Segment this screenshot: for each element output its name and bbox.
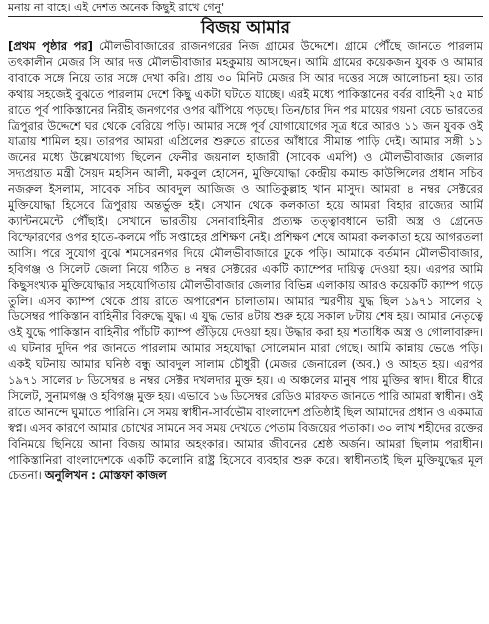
article-body <box>8 39 483 619</box>
continuation-marker: [প্রথম পৃষ্ঠার পর] <box>8 39 93 53</box>
byline-name: মোস্তফা কাজল <box>98 468 167 483</box>
article-body-text: মৌলভীবাজারের রাজনগরের নিজ গ্রামের উদ্দেশে। গ্রামে পৌঁছে জানতে পারলাম তৎকালীন মেজর সি আর দত্ত মৌলভীবাজার মহকুমায় আসছেন। আমি গ্রামের কয়েকজন যুবক ও আমার বাবাকে সঙ্গে নিয়ে তার সঙ্গে দেখা করি। প্রায় ৩০ মিনিট মেজর সি আর দত্তের সঙ্গে আলোচনা হয়। তার কথায় সহজেই বুঝতে পারলাম দেশে কিছু একটা ঘটতে যাচ্ছে। এরই মধ্যে পাকিস্তানের বর্বর বাহিনী ২৫ মার্চ রাতে পূর্ব পাকিস্তানের নিরীহ জনগণের ওপর ঝাঁপিয়ে পড়ছে। তিন/চার দিন পর মায়ের গয়না বেচে ভারতের ত্রিপুরার উদ্দেশে ঘর থেকে বেরিয়ে পড়ি। আমার সঙ্গে পূর্ব যোগাযোগের সূত্র ধরে আরও ১১ জন যুবক ওই যাত্রায় শামিল হয়। তারপর আমরা এপ্রিলের শুরুতে রাতের আঁধারে সীমান্ত পাড়ি দেই। আমার সঙ্গী ১১ জনের মধ্যে উল্লেখযোগ্য ছিলেন ফেনীর জয়নাল হাজারী (সাবেক এমপি) ও মৌলভীবাজার জেলার সদ্যপ্রয়াত মন্ত্রী সৈয়দ মহসিন আলী, মকবুল হোসেন, মুক্তিযোদ্ধা কেন্দ্রীয় কমান্ড কাউন্সিলের প্রধান সচিব নজরুল ইসলাম, সাবেক সচিব আবদুল আজিজ ও আতিকুল্লাহ খান মাসুদ। আমরা ৪ নম্বর সেক্টরের মুক্তিযোদ্ধা হিসেবে ত্রিপুরায় অন্তর্ভুক্ত হই। সেখান থেকে কলকাতা হয়ে আমরা বিহার রাজ্যের আর্মি ক্যান্টনমেন্টে পৌঁছাই। সেখানে ভারতীয় সেনাবাহিনীর প্রত্যক্ষ তত্ত্বাবধানে ভারী অস্ত্র ও গ্রেনেড বিস্ফোরণের ওপর হাতে-কলমে পাঁচ সপ্তাহের প্রশিক্ষণ নেই। প্রশিক্ষণ শেষে আমরা কলকাতা হয়ে আগরতলা আসি। পরে সুযোগ বুঝে শমসেরনগর দিয়ে মৌলভীবাজারে ঢুকে পড়ি। আমাকে বর্তমান মৌলভীবাজার, হবিগঞ্জ ও সিলেট জেলা নিয়ে গঠিত ৪ নম্বর সেক্টরের একটি ক্যাম্পের দায়িত্ব দেওয়া হয়। এরপর আমি কিছুসংখ্যক মুক্তিযোদ্ধার সহযোগিতায় মৌলভীবাজার জেলার বিভিন্ন এলাকায় আরও কয়েকটি ক্যাম্প গড়ে তুলি। এসব ক্যাম্প থেকে প্রায় রাতে অপারেশন চালাতাম। আমার স্মরণীয় যুদ্ধ ছিল ১৯৭১ সালের ২ ডিসেম্বর পাকিস্তান বাহিনীর বিরুদ্ধে যুদ্ধ। এ যুদ্ধ ভোর ৪টায় শুরু হয়ে সকাল ৮টায় শেষ হয়। আমার নেতৃত্বে ওই যুদ্ধে পাকিস্তান বাহিনীর পাঁচটি ক্যাম্প গুঁড়িয়ে দেওয়া হয়। উদ্ধার করা হয় শতাধিক অস্ত্র ও গোলাবারুদ। এ ঘটনার দুদিন পর জানতে পারলাম আমার সহযোদ্ধা সোলেমান মারা গেছে। আমি কান্নায় ভেঙে পড়ি। একই ঘটনায় আমার ঘনিষ্ঠ বন্ধু আবদুল সালাম চৌধুরী (মেজর জেনারেল (অব.) ও আহত হয়। এরপর ১৯৭১ সালের ৮ ডিসেম্বর ৪ নম্বর সেক্টর দখলদার মুক্ত হয়। এ অঞ্চলের মানুষ পায় মুক্তির স্বাদ। ধীরে ধীরে সিলেট, সুনামগঞ্জ ও হবিগঞ্জ মুক্ত হয়। এভাবে ১৬ ডিসেম্বর রেডিও মারফত জানতে পারি আমরা স্বাধীন। ওই রাতে আনন্দে ঘুমাতে পারিনি। সে সময় স্বাধীন-সার্বভৌম বাংলাদেশ প্রতিষ্ঠাই ছিল আমাদের প্রধান ও একমাত্র স্বপ্ন। এসব কারণে আমার চোখের সামনে সব সময় দেখতে পেতাম বিজয়ের পতাকা। ৩০ লাখ শহীদের রক্তের বিনিময়ে ছিনিয়ে আনা বিজয় আমার অহংকার। আমার জীবনের শ্রেষ্ঠ অর্জন। আমরা ছিলাম পরাধীন। পাকিস্তানিরা বাংলাদেশকে একটি কলোনি রাষ্ট্র হিসেবে ব্যবহার শুরু করে। স্বাধীনতাই ছিল মুক্তিযুদ্ধের মূল চেতনা। <box>8 39 483 483</box>
article-headline: বিজয় আমার <box>200 18 291 38</box>
previous-text-line: মনায় না বাহে। এই দেশত অনেক কিছুই রাখে গেনু' <box>8 0 483 17</box>
byline-label: অনুলিখন : <box>44 468 96 483</box>
